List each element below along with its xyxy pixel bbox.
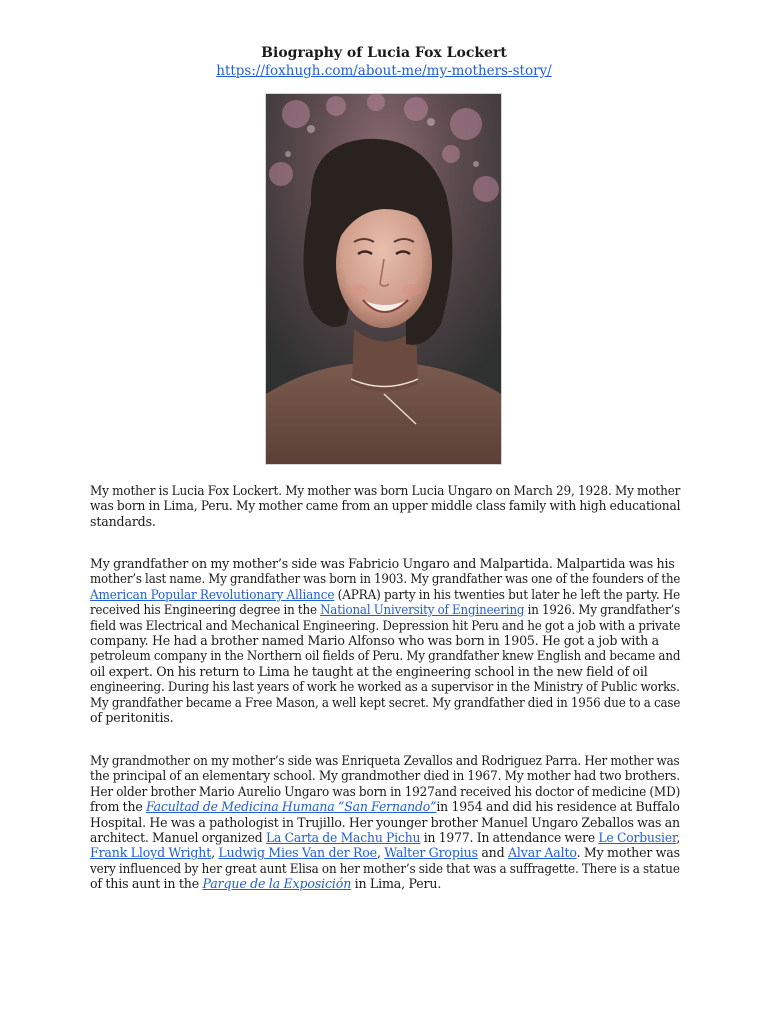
text-segment: in 1926. My grandfather’s [524, 602, 681, 618]
text-line: was born in Lima, Peru. My mother came from an upper middle class family with high educational [90, 498, 681, 514]
text-line: very influenced by her great aunt Elisa on her mother’s side that was a suffragette. There is a statue [90, 860, 680, 876]
link-walter-gropius[interactable]: Walter Gropius [384, 845, 478, 861]
text-segment: in 1977. In attendance were [420, 830, 599, 846]
text-line: My grandmother on my mother’s side was Enriqueta Zevallos and Rodriguez Parra. Her mother was [90, 753, 680, 768]
text-line: My grandfather on my mother’s side was Fabricio Ungaro and Malpartida. Malpartida was his [90, 556, 675, 571]
text-segment: architect. Manuel organized [90, 830, 266, 846]
text-line [90, 845, 679, 860]
text-line: of peritonitis. [90, 710, 174, 726]
text-line: petroleum company in the Northern oil fields of Peru. My grandfather knew English and became and [90, 648, 681, 664]
text-line: My grandfather became a Free Mason, a well kept secret. My grandfather died in 1956 due to a case [90, 694, 681, 710]
text-line: engineering. During his last years of work he worked as a supervisor in the Ministry of Public works. [90, 679, 680, 695]
text-segment: received his Engineering degree in the [90, 602, 321, 618]
link-frank-lloyd-wright[interactable]: Frank Lloyd Wright [90, 845, 212, 861]
text-segment: (APRA) party in his twenties but later he left the party. He [334, 586, 681, 602]
text-segment: . My mother was [576, 845, 680, 861]
text-segment: in Lima, Peru. [351, 876, 442, 892]
source-url-line [0, 62, 768, 80]
text-segment: , [376, 845, 385, 861]
text-segment: in 1954 and did his residence at Buffalo [436, 799, 680, 815]
text-line [90, 830, 681, 846]
text-line [90, 799, 680, 815]
text-line: My mother is Lucia Fox Lockert. My mother was born Lucia Ungaro on March 29, 1928. My mother [90, 483, 681, 498]
text-line: Hospital. He was a pathologist in Trujillo. Her younger brother Manuel Ungaro Zeballos was an [90, 814, 680, 830]
text-line: Her older brother Mario Aurelio Ungaro was born in 1927and received his doctor of medicine (MD) [90, 783, 681, 799]
link-facultad-de-medicina[interactable]: Facultad de Medicina Humana “San Fernando” [146, 799, 437, 815]
text-line: company. He had a brother named Mario Alfonso who was born in 1905. He got a job with a [90, 633, 659, 649]
text-line: the principal of an elementary school. My grandmother died in 1967. My mother had two brothers. [90, 768, 680, 784]
portrait-photo [265, 93, 502, 465]
link-mies-van-der-roe[interactable]: Ludwig Mies Van der Roe [218, 845, 377, 861]
source-url-link[interactable]: https://foxhugh.com/about-me/my-mothers-story/ [216, 63, 552, 79]
link-parque-de-la-exposicion[interactable]: Parque de la Exposición [202, 876, 352, 892]
text-line [90, 602, 681, 618]
paragraph-grandmother [90, 753, 680, 892]
text-segment: from the [90, 799, 147, 815]
text-line: standards. [90, 513, 156, 529]
link-national-university-of-engineering[interactable]: National University of Engineering [320, 602, 525, 618]
text-segment: , [676, 830, 681, 846]
paragraph-grandfather [90, 556, 680, 725]
text-line: mother’s last name. My grandfather was born in 1903. My grandfather was one of the founders of the [90, 571, 681, 587]
link-carta-de-machu-pichu[interactable]: La Carta de Machu Pichu [265, 830, 421, 846]
text-segment: of this aunt in the [90, 876, 203, 892]
text-line: oil expert. On his return to Lima he taught at the engineering school in the new field of oil [90, 663, 648, 679]
text-segment: , [211, 845, 219, 861]
link-alvar-aalto[interactable]: Alvar Aalto [507, 845, 577, 861]
link-le-corbusier[interactable]: Le Corbusier [598, 830, 677, 846]
text-line [90, 876, 680, 891]
text-segment: and [477, 845, 508, 861]
text-line: field was Electrical and Mechanical Engineering. Depression hit Peru and he got a job with a private [90, 617, 681, 633]
portrait-image [266, 94, 501, 464]
link-apra[interactable]: American Popular Revolutionary Alliance [90, 586, 335, 602]
text-line [90, 586, 681, 602]
document-title: Biography of Lucia Fox Lockert [261, 45, 507, 61]
paragraph-intro [90, 483, 680, 529]
